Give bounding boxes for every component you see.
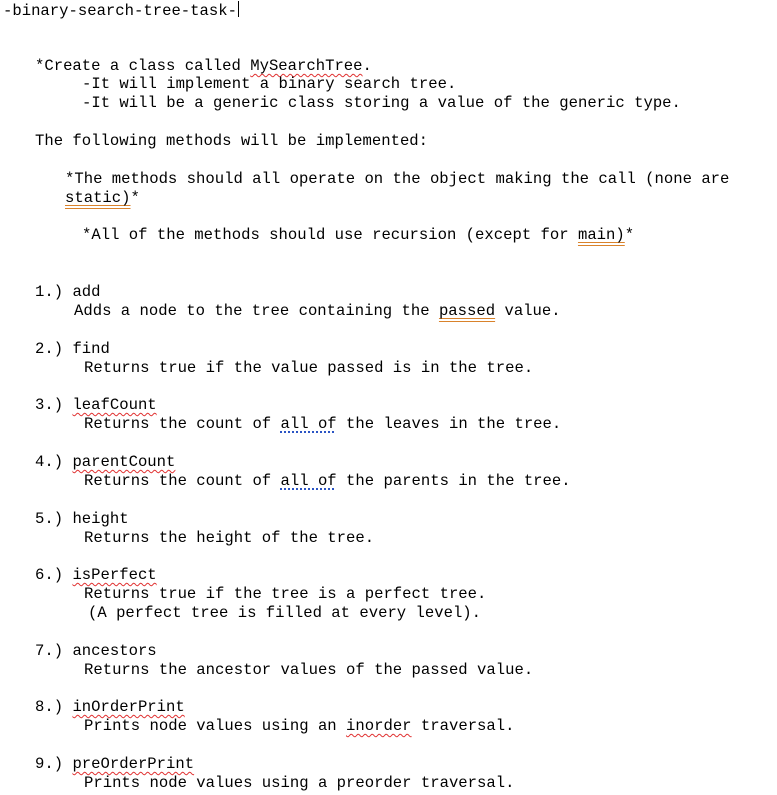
note-recursion — [82, 226, 634, 245]
method-number: 6.) — [35, 566, 64, 584]
method-desc-3 — [84, 415, 561, 434]
method-item-9 — [35, 755, 194, 774]
method-name: inOrderPrint — [72, 698, 185, 716]
method-number: 3.) — [35, 396, 64, 414]
method-item-4 — [35, 453, 175, 472]
method-desc-5: Returns the height of the tree. — [84, 529, 375, 547]
method-desc-4 — [84, 472, 571, 491]
document-title — [3, 1, 239, 20]
all-of-phrase: all of — [280, 472, 337, 490]
method-item-7 — [35, 642, 157, 661]
desc-text: Returns the count of — [84, 415, 281, 433]
desc-text: the leaves in the tree. — [336, 415, 562, 433]
all-of-phrase: all of — [280, 415, 337, 433]
desc-text: Prints node values using an — [84, 717, 347, 735]
method-name: height — [72, 510, 129, 528]
note-static-end: * — [130, 189, 140, 207]
method-name: find — [72, 340, 110, 358]
desc-text: the parents in the tree. — [336, 472, 571, 490]
method-item-2 — [35, 340, 110, 359]
method-desc-2: Returns true if the value passed is in the tree. — [84, 359, 534, 377]
main-word: main) — [577, 226, 625, 244]
desc-text: Returns the count of — [84, 472, 281, 490]
class-name: MySearchTree — [250, 57, 363, 75]
method-desc-6b: (A perfect tree is filled at every level). — [88, 604, 482, 622]
intro-create-suffix: . — [362, 57, 372, 75]
text-cursor — [238, 1, 239, 17]
method-name: isPerfect — [72, 566, 157, 584]
desc-text: value. — [495, 302, 561, 320]
method-item-5 — [35, 510, 129, 529]
intro-bullet-1: -It will implement a binary search tree. — [82, 75, 457, 93]
document-title-text: -binary-search-tree-task- — [3, 2, 237, 20]
inorder-word: inorder — [346, 717, 412, 735]
method-number: 8.) — [35, 698, 64, 716]
method-name: leafCount — [72, 396, 157, 414]
method-desc-7: Returns the ancestor values of the passed value. — [84, 661, 534, 679]
method-desc-9: Prints node values using a preorder traversal. — [84, 774, 515, 792]
method-item-8 — [35, 698, 185, 717]
method-number: 7.) — [35, 642, 64, 660]
intro-bullet-2: -It will be a generic class storing a value of the generic type. — [82, 94, 681, 112]
method-name: preOrderPrint — [72, 755, 195, 773]
method-desc-8 — [84, 717, 514, 736]
method-desc-6: Returns true if the tree is a perfect tree. — [84, 585, 487, 603]
method-number: 1.) — [35, 283, 64, 301]
desc-text: traversal. — [411, 717, 515, 735]
method-item-6 — [35, 566, 157, 585]
method-name: parentCount — [72, 453, 176, 471]
method-number: 5.) — [35, 510, 64, 528]
note-static-line-2 — [65, 189, 140, 208]
method-desc-1 — [74, 302, 561, 321]
intro-create-line — [35, 57, 372, 76]
method-name: ancestors — [72, 642, 157, 660]
method-item-1 — [35, 283, 101, 302]
note-recursion-prefix: *All of the methods should use recursion (except for — [82, 226, 578, 244]
methods-heading: The following methods will be implemented: — [35, 132, 429, 150]
method-item-3 — [35, 396, 157, 415]
method-number: 9.) — [35, 755, 64, 773]
method-number: 4.) — [35, 453, 64, 471]
passed-word: passed — [438, 302, 496, 320]
note-recursion-end: * — [624, 226, 635, 244]
method-name: add — [72, 283, 101, 301]
method-number: 2.) — [35, 340, 64, 358]
intro-create-prefix: *Create a class called — [35, 57, 251, 75]
note-static-line-1: *The methods should all operate on the object making the call (none are — [65, 170, 730, 188]
desc-text: Adds a node to the tree containing the — [74, 302, 439, 320]
static-word: static) — [65, 189, 131, 207]
